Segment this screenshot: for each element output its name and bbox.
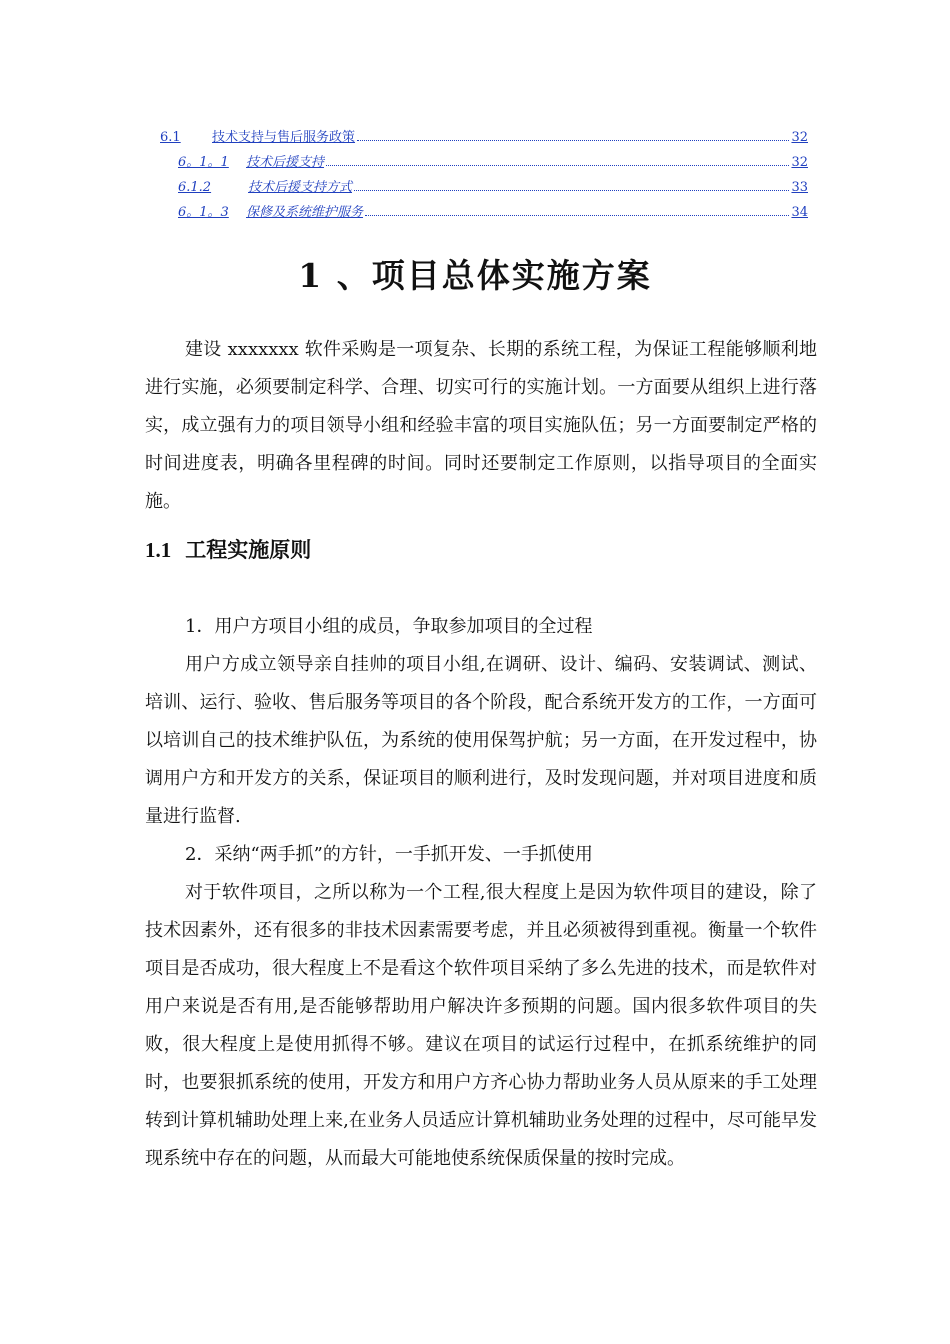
section-body <box>145 608 817 1178</box>
section-heading <box>145 534 311 564</box>
toc-entry-page: 33 <box>791 180 808 195</box>
toc-leader-dots <box>354 189 789 191</box>
toc-entry[interactable] <box>160 151 808 176</box>
body-paragraph: 对于软件项目，之所以称为一个工程,很大程度上是因为软件项目的建设，除了技术因素外，还有很多的非技术因素需要考虑，并且必须被得到重视。衡量一个软件项目是否成功，很大程度上不是看这个软件项目采纳了多么先进的技术，而是软件对用户来说是否有用,是否能够帮助用户解决许多预期的问题。国内很多软件项目的失败，很大程度上是使用抓得不够。建议在项目的试运行过程中，在抓系统维护的同时，也要狠抓系统的使用，开发方和用户方齐心协力帮助业务人员从原来的手工处理转到计算机辅助处理上来,在业务人员适应计算机辅助业务处理的过程中，尽可能早发现系统中存在的问题，从而最大可能地使系统保质保量的按时完成。 <box>145 882 817 1169</box>
toc-entry[interactable] <box>160 201 808 226</box>
toc-entry-title: 技术支持与售后服务政策 <box>212 130 356 145</box>
toc-entry-number: 6。1。3 <box>178 205 229 220</box>
toc-leader-dots <box>326 164 789 166</box>
toc-entry-title: 技术后援支持方式 <box>248 180 353 195</box>
principle-heading: 2．采纳“两手抓”的方针，一手抓开发、一手抓使用 <box>185 844 593 865</box>
section-title: 工程实施原则 <box>185 537 312 562</box>
toc-entry-page: 32 <box>791 130 808 145</box>
table-of-contents <box>160 126 808 226</box>
toc-leader-dots <box>357 139 789 141</box>
toc-entry-number: 6.1 <box>160 130 181 145</box>
toc-entry-number: 6。1。1 <box>178 155 229 170</box>
toc-entry-page: 34 <box>791 205 808 220</box>
toc-entry[interactable] <box>160 126 808 151</box>
section-number: 1.1 <box>145 538 172 562</box>
chapter-heading: 1 、项目总体实施方案 <box>298 256 652 295</box>
body-paragraph: 用户方成立领导亲自挂帅的项目小组,在调研、设计、编码、安装调试、测试、培训、运行、验收、售后服务等项目的各个阶段，配合系统开发方的工作，一方面可以培训自己的技术维护队伍，为系统的使用保驾护航；另一方面，在开发过程中，协调用户方和开发方的关系，保证项目的顺利进行，及时发现问题，并对项目进度和质量进行监督. <box>145 654 817 827</box>
toc-entry-title: 保修及系统维护服务 <box>246 205 364 220</box>
toc-entry-title: 技术后援支持 <box>246 155 325 170</box>
toc-leader-dots <box>365 214 789 216</box>
principle-heading: 1．用户方项目小组的成员，争取参加项目的全过程 <box>185 616 593 637</box>
toc-entry-page: 32 <box>791 155 808 170</box>
toc-entry[interactable] <box>160 176 808 201</box>
intro-paragraph: 建设 xxxxxxx 软件采购是一项复杂、长期的系统工程，为保证工程能够顺利地进行实施，必须要制定科学、合理、切实可行的实施计划。一方面要从组织上进行落实，成立强有力的项目领导小组和经验丰富的项目实施队伍；另一方面要制定严格的时间进度表，明确各里程碑的时间。同时还要制定工作原则，以指导项目的全面实施。 <box>145 339 817 512</box>
toc-entry-number: 6.1.2 <box>178 180 212 195</box>
